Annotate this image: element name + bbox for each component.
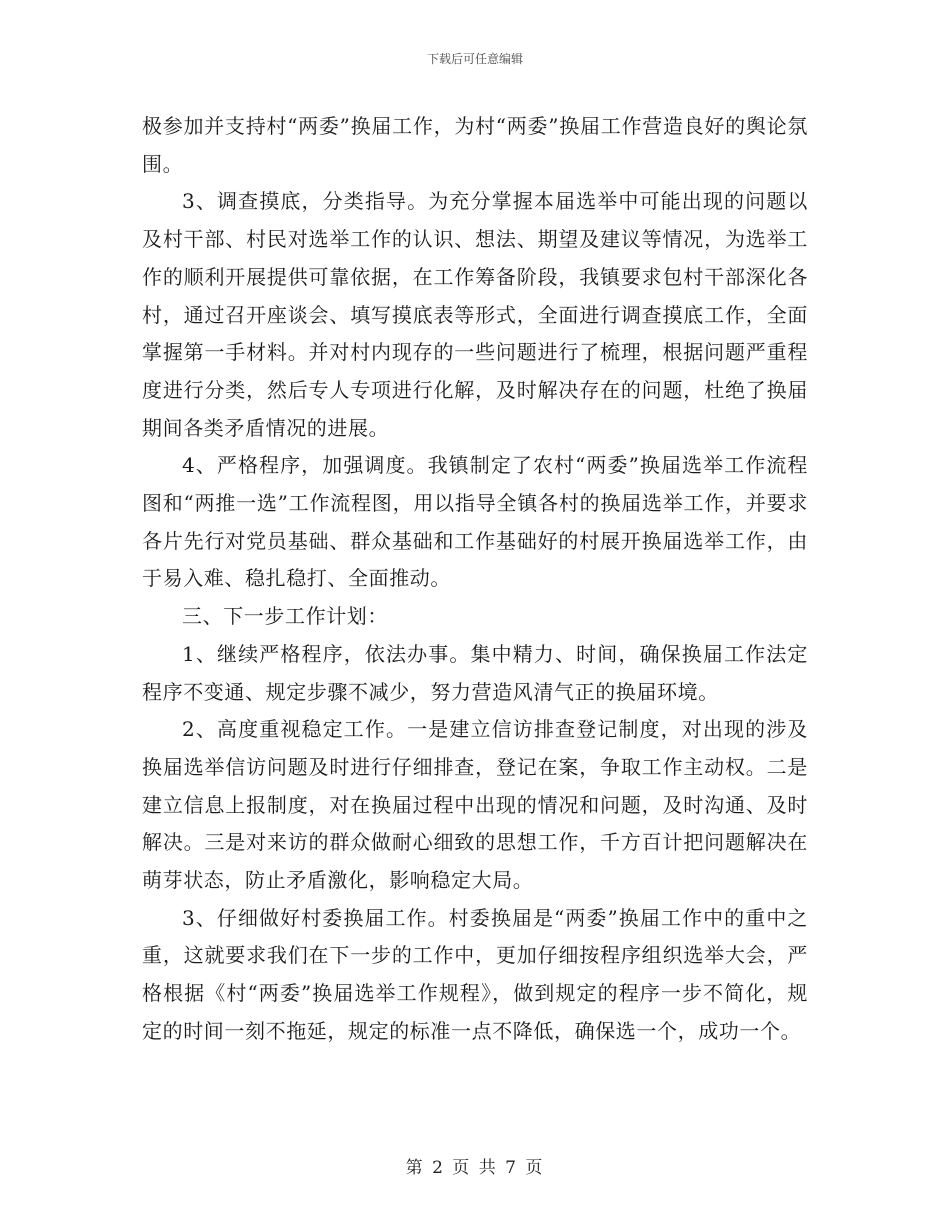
paragraph-3: 4、严格程序，加强调度。我镇制定了农村“两委”换届选举工作流程图和“两推一选”工作流程图，用以指导全镇各村的换届选举工作，并要求各片先行对党员基础、群众基础和工作基础好的村展开换届选举工作，由于易入难、稳扎稳打、全面推动。 — [142, 453, 808, 591]
section-heading: 三、下一步工作计划： — [182, 604, 388, 629]
document-body — [142, 108, 808, 1051]
page-number: 第 2 页 共 7 页 — [405, 1158, 545, 1178]
paragraph-1: 极参加并支持村“两委”换届工作，为村“两委”换届工作营造良好的舆论氛围。 — [142, 114, 808, 176]
paragraph-7: 3、仔细做好村委换届工作。村委换届是“两委”换届工作中的重中之重，这就要求我们在下一步的工作中，更加仔细按程序组织选举大会，严格根据《村“两委”换届选举工作规程》，做到规定的程序一步不简化，规定的时间一刻不拖延，规定的标准一点不降低，确保选一个，成功一个。 — [142, 905, 808, 1043]
page-header-note: 下载后可任意编辑 — [426, 52, 523, 66]
paragraph-5: 1、继续严格程序，依法办事。集中精力、时间，确保换届工作法定程序不变通、规定步骤不减少，努力营造风清气正的换届环境。 — [142, 641, 808, 704]
paragraph-2: 3、调查摸底，分类指导。为充分掌握本届选举中可能出现的问题以及村干部、村民对选举工作的认识、想法、期望及建议等情况，为选举工作的顺利开展提供可靠依据，在工作筹备阶段，我镇要求包村干部深化各村，通过召开座谈会、填写摸底表等形式，全面进行调查摸底工作，全面掌握第一手材料。并对村内现存的一些问题进行了梳理，根据问题严重程度进行分类，然后专人专项进行化解，及时解决存在的问题，杜绝了换届期间各类矛盾情况的进展。 — [142, 189, 808, 440]
paragraph-6: 2、高度重视稳定工作。一是建立信访排查登记制度，对出现的涉及换届选举信访问题及时进行仔细排查，登记在案，争取工作主动权。二是建立信息上报制度，对在换届过程中出现的情况和问题，及时沟通、及时解决。三是对来访的群众做耐心细致的思想工作，千方百计把问题解决在萌芽状态，防止矛盾激化，影响稳定大局。 — [142, 717, 808, 893]
